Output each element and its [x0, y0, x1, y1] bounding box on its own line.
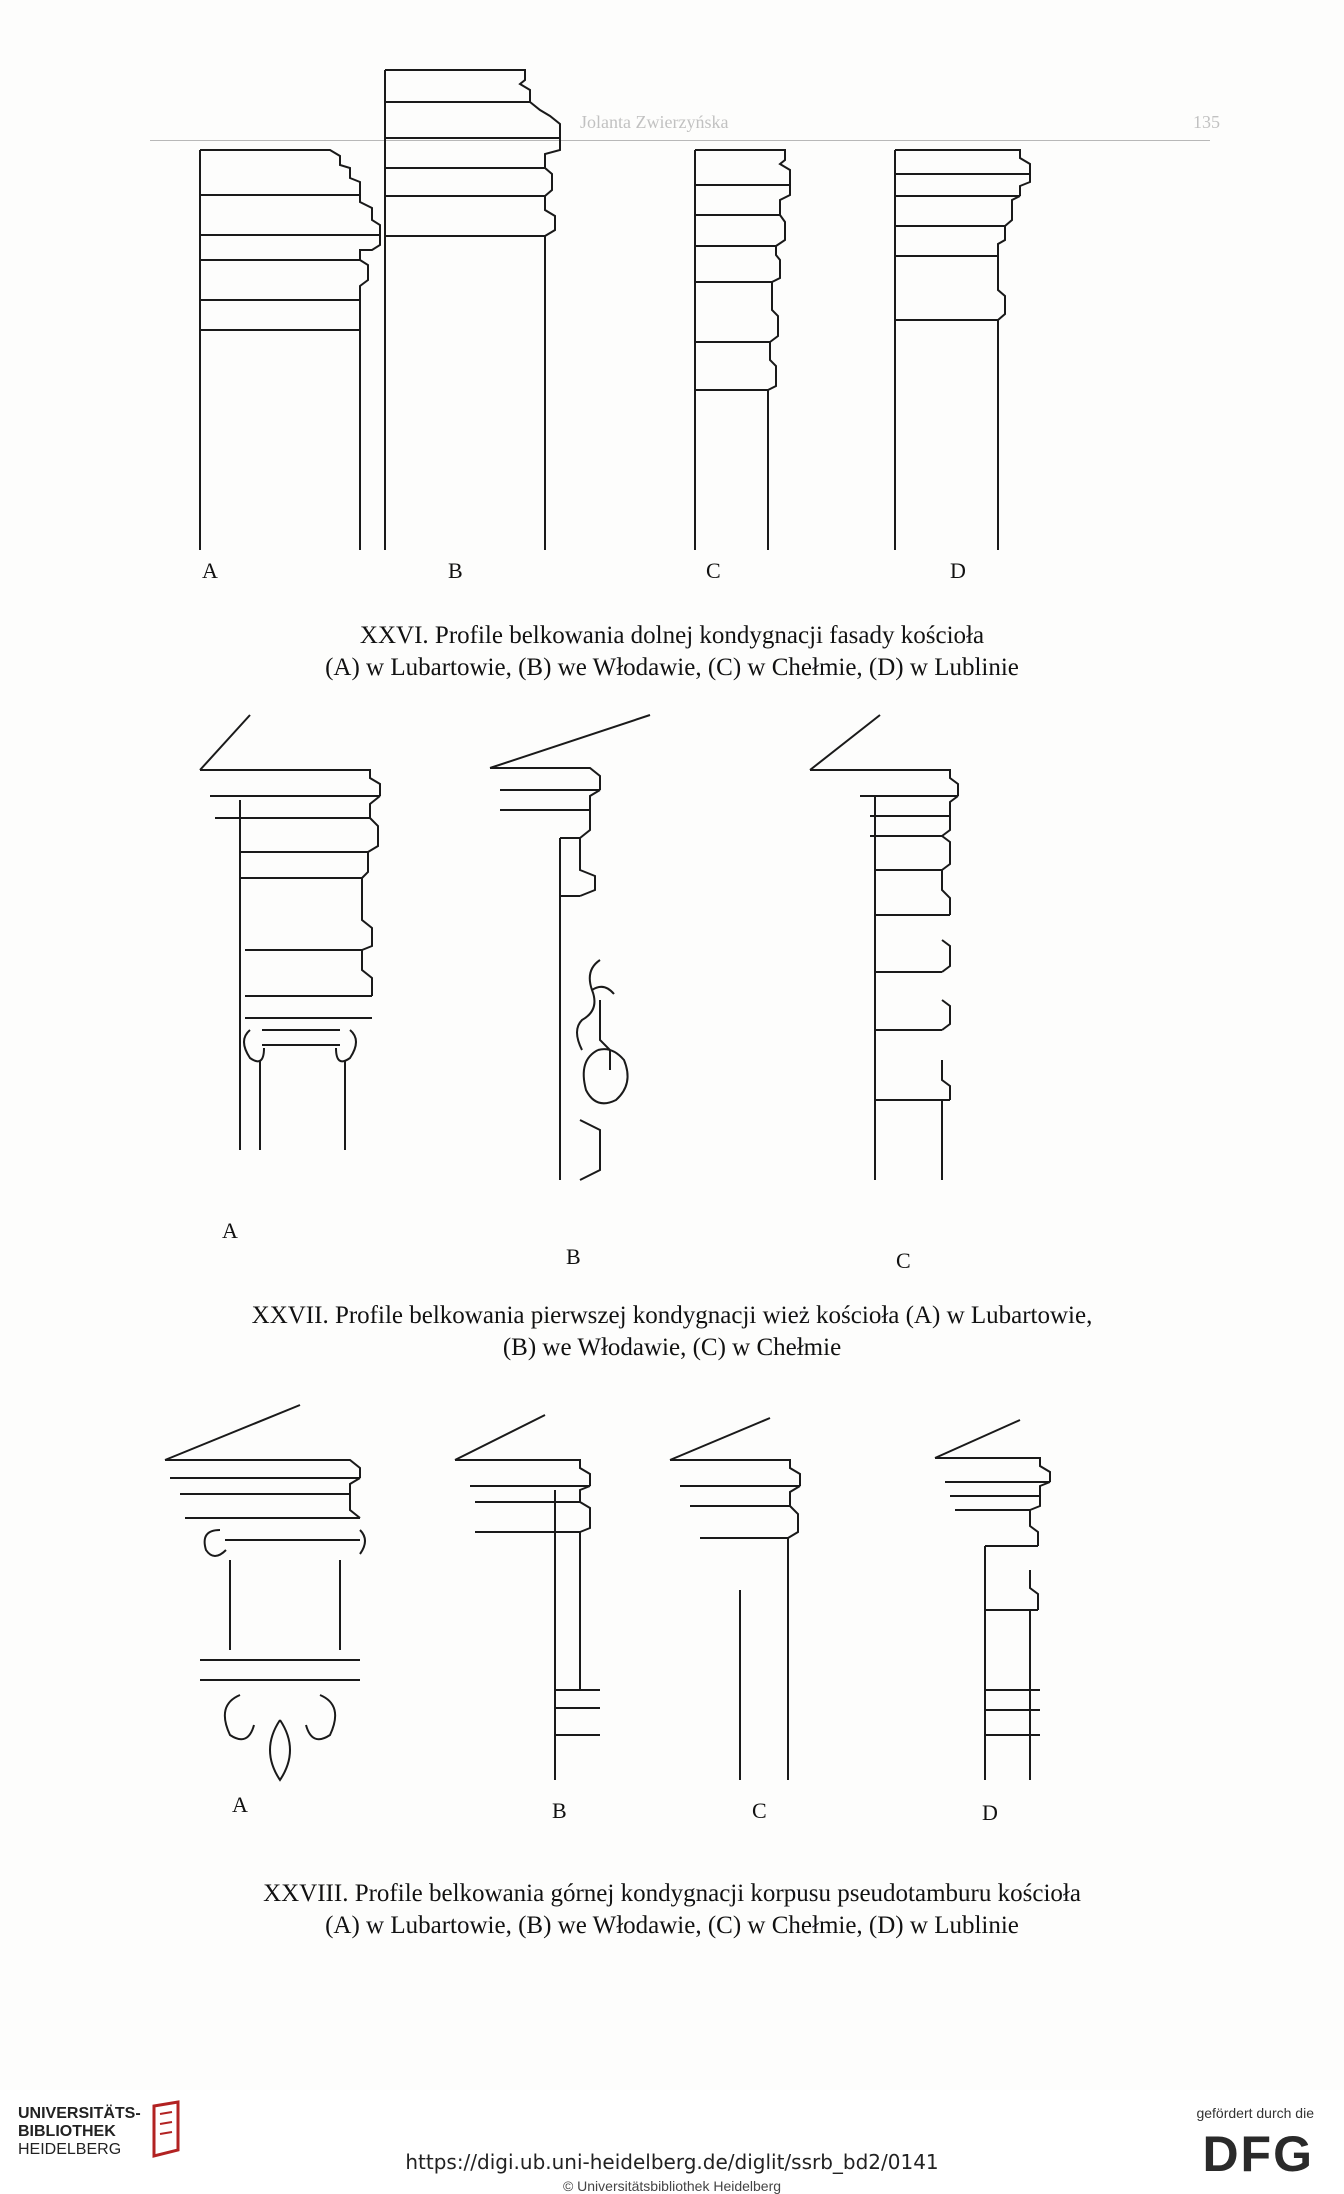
caption-xxvi-line2: (A) w Lubartowie, (B) we Włodawie, (C) w Chełmie, (D) w Lublinie [325, 654, 1019, 681]
caption-xxvi [0, 620, 1344, 684]
caption-xxviii [0, 1878, 1344, 1942]
profile-c-xxviii [670, 1418, 800, 1780]
profile-d-xxviii [935, 1420, 1050, 1780]
running-header-author: Jolanta Zwierzyńska [580, 112, 729, 132]
copyright-notice: © Universitätsbibliothek Heidelberg [562, 2178, 782, 2194]
label-b-xxvi: B [448, 558, 463, 583]
caption-xxviii-line2: (A) w Lubartowie, (B) we Włodawie, (C) w Chełmie, (D) w Lublinie [325, 1912, 1019, 1939]
label-c-xxvii: C [896, 1248, 911, 1273]
profile-c-xxvi [695, 150, 790, 550]
profile-b-xxvii [490, 715, 650, 1180]
label-c-xxvi: C [706, 558, 721, 583]
label-b-xxviii: B [552, 1798, 567, 1823]
figure-xxvii-drawing [0, 700, 1344, 1260]
dfg-logo[interactable]: DFG [1202, 2126, 1314, 2182]
label-c-xxviii: C [752, 1798, 767, 1823]
profile-a-xxviii [165, 1405, 365, 1780]
label-a-xxviii: A [232, 1792, 248, 1817]
label-b-xxvii: B [566, 1244, 581, 1269]
library-name-line1: UNIVERSITÄTS- [18, 2105, 141, 2122]
profile-b-xxviii [455, 1415, 600, 1780]
label-d-xxviii: D [982, 1800, 998, 1825]
label-d-xxvi: D [950, 558, 966, 583]
profile-a-xxvi [200, 150, 380, 550]
library-name-line2: BIBLIOTHEK [18, 2123, 116, 2140]
library-name-line3: HEIDELBERG [18, 2141, 122, 2158]
profile-d-xxvi [895, 150, 1030, 550]
caption-xxvi-line1: XXVI. Profile belkowania dolnej kondygnacji fasady kościoła [359, 622, 985, 649]
profile-b-xxvi [385, 70, 560, 550]
profile-c-xxvii [810, 715, 958, 1180]
funder-note: gefördert durch die [1196, 2105, 1314, 2121]
permalink-url[interactable]: https://digi.ub.uni-heidelberg.de/diglit/ssrb_bd2/0141 [405, 2150, 939, 2174]
caption-xxvii-line2: (B) we Włodawie, (C) w Chełmie [502, 1334, 842, 1361]
label-a-xxvi: A [202, 558, 218, 583]
profile-a-xxvii [200, 715, 380, 1150]
page-number: 135 [1193, 112, 1220, 132]
caption-xxvii-line1: XXVII. Profile belkowania pierwszej kondygnacji wież kościoła (A) w Lubartowie, [251, 1302, 1093, 1329]
caption-xxvii [0, 1300, 1344, 1364]
figure-xxviii-drawing [0, 1390, 1344, 1910]
caption-xxviii-line1: XXVIII. Profile belkowania górnej kondygnacji korpusu pseudotamburu kościoła [263, 1880, 1081, 1907]
label-a-xxvii: A [222, 1218, 238, 1243]
